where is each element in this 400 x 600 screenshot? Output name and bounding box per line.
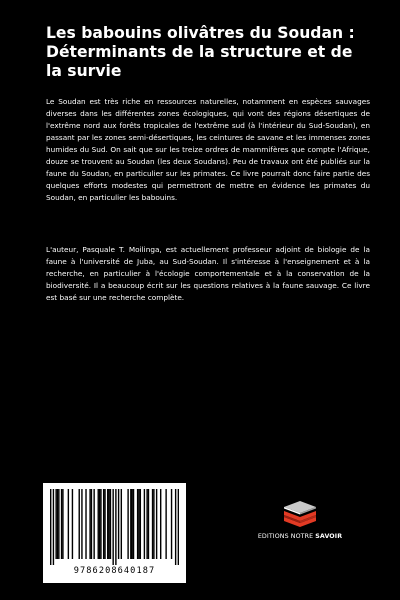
barcode-bar [165, 489, 166, 559]
barcode-bar [89, 489, 90, 559]
barcode-bar [138, 489, 139, 559]
barcode-bar [153, 489, 154, 559]
barcode-bar [79, 489, 80, 559]
publisher-logo [252, 499, 348, 540]
isbn-digits: 9786208640187 [73, 566, 156, 576]
barcode-bar [133, 489, 134, 559]
barcode-bar [107, 489, 108, 559]
barcode-bar [146, 489, 147, 559]
barcode-bar [160, 489, 161, 559]
barcode-bar [72, 489, 73, 559]
barcode-bar [131, 489, 132, 559]
barcode-bar [175, 489, 176, 565]
barcode-bar [137, 489, 138, 559]
barcode-bar [53, 489, 54, 565]
barcode-bar [112, 489, 113, 565]
barcode-bar [152, 489, 153, 559]
barcode-bar [118, 489, 119, 559]
barcode-bar [178, 489, 179, 565]
barcode-bar [55, 489, 56, 559]
book-summary: Le Soudan est très riche en ressources naturelles, notamment en espèces sauvages diverses dans les différentes zones écologiques, qui vont des régions désertiques de l'extrême nord aux forêts tropicales de l'extrême sud (à l'intérieur du Sud-Soudan), en passant par les zones semi-désertiques, les ceintures de savane et les immenses zones humides du Sud. On sait que sur les treize ordres de mammifères que compte l'Afrique, douze se trouvent au Soudan (les deux Soudans). Peu de travaux ont été publiés sur la faune du Soudan, en particulier sur les primates. Ce livre pourrait donc faire partie des quelques efforts modestes qui permettront de mettre en évidence les primates du Soudan, en particulier les babouins. [46, 97, 370, 202]
barcode-bar [171, 489, 172, 559]
book-title: Les babouins olivâtres du Soudan : Déterminants de la structure et de la survie [46, 24, 355, 80]
author-bio: L'auteur, Pasquale T. Moilinga, est actuellement professeur adjoint de biologie de la faune à l'université de Juba, au Sud-Soudan. Il s'intéresse à l'enseignement et à la recherche, en particulier à l'écologie comportementale et à la conservation de la biodiversité. Il a beaucoup écrit sur les questions relatives à la faune sauvage. Ce livre est basé sur une recherche complète. [46, 245, 370, 302]
barcode-bar [110, 489, 111, 559]
barcode-bar [85, 489, 86, 559]
barcode-bar [103, 489, 104, 559]
barcode-bar [93, 489, 94, 559]
barcode-bar [100, 489, 101, 559]
barcode-bar [99, 489, 100, 559]
barcode-bar [104, 489, 105, 559]
barcode-bar [148, 489, 149, 559]
barcode-bar [144, 489, 145, 559]
barcode-bar [156, 489, 157, 559]
publisher-name: EDITIONS NOTRE SAVOIR [257, 533, 343, 540]
barcode-bar [68, 489, 69, 559]
barcode-bar [140, 489, 141, 559]
barcode-bar [108, 489, 109, 559]
isbn-barcode [43, 483, 186, 583]
barcode-bar [91, 489, 92, 559]
barcode-bar [130, 489, 131, 559]
barcode-bar [127, 489, 128, 559]
barcode-bar [115, 489, 116, 565]
barcode-bars [50, 489, 179, 565]
barcode-bar [121, 489, 122, 559]
barcode-bar [62, 489, 63, 559]
barcode-bar [98, 489, 99, 559]
barcode-bar [57, 489, 58, 559]
barcode-bar [61, 489, 62, 559]
barcode-bar [81, 489, 82, 559]
barcode-bar [58, 489, 59, 559]
stacked-books-icon [282, 499, 318, 529]
barcode-bar [50, 489, 51, 565]
